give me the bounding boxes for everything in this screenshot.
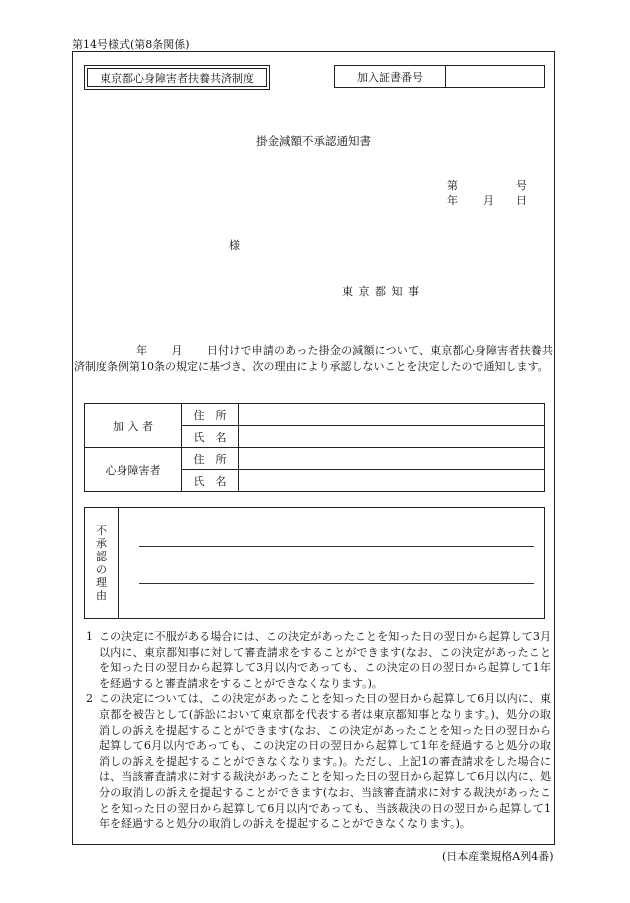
reason-label-char: 承 (96, 537, 107, 550)
number-dai: 第 (447, 179, 458, 192)
note-item (80, 629, 551, 691)
body-month: 月 (171, 344, 183, 357)
system-name-box (84, 65, 270, 90)
note-number: 1 (86, 630, 93, 643)
disabled-name-field[interactable] (239, 470, 545, 492)
addressee-suffix: 様 (229, 239, 240, 252)
system-name: 東京都心身障害者扶養共済制度 (87, 68, 267, 87)
subscriber-name-field[interactable] (239, 426, 545, 448)
issuer: 東 京 都 知 事 (342, 285, 420, 298)
body-paragraph (74, 343, 553, 375)
certificate-number-box (334, 65, 545, 88)
form-number-label: 第14号様式(第8条関係) (72, 38, 190, 51)
subscriber-name-label: 氏 名 (182, 426, 239, 448)
disabled-name-label: 氏 名 (182, 470, 239, 492)
reason-label-char: 不 (96, 524, 107, 537)
certificate-number-field[interactable] (446, 66, 544, 87)
number-go: 号 (516, 179, 527, 192)
date-month: 月 (483, 194, 494, 207)
subscriber-label: 加 入 者 (85, 404, 182, 448)
date-day: 日 (516, 194, 527, 207)
notes (80, 629, 551, 832)
disabled-person-label: 心身障害者 (85, 448, 182, 492)
date-year: 年 (447, 194, 458, 207)
subscriber-address-field[interactable] (239, 404, 545, 426)
body-year: 年 (136, 344, 148, 357)
reason-label-char: の (96, 563, 107, 576)
note-text: この決定については、この決定があったことを知った日の翌日から起算して6月以内に、東京都を被告として(訴訟において東京都を代表する者は東京都知事となります。)、処分の取消しの訴えを提起することができます(なお、この決定があったことを知った日の翌日から起算して6月以内であっても、この決定の日の翌日から起算して1年を経過すると処分の取消しの訴えを提起することができなくなります。)。ただし、上記1の審査請求をした場合には、当該審査請求に対する裁決があったことを知った日の翌日から起算して6月以内に、処分の取消しの訴えを提起することができます(なお、当該審査請求に対する裁決があったことを知った日の翌日から起算して6月以内であっても、当該裁決の日の翌日から起算して1年を経過すると処分の取消しの訴えを提起することができなくなります。)。 (99, 692, 551, 831)
registrant-table (84, 403, 545, 492)
note-text: この決定に不服がある場合には、この決定があったことを知った日の翌日から起算して3月以内に、東京都知事に対して審査請求をすることができます(なお、この決定があったことを知った日の翌日から起算して3月以内であっても、この決定の日の翌日から起算して1年を経過すると審査請求をすることができなくなります。)。 (99, 630, 551, 690)
note-item (80, 691, 551, 831)
disabled-address-label: 住 所 (182, 448, 239, 470)
reason-label (85, 508, 119, 618)
reason-line[interactable] (139, 546, 534, 547)
disabled-address-field[interactable] (239, 448, 545, 470)
body-text: 日付けで申請のあった掛金の減額について、東京都心身障害者扶養共済制度条例第10条の規定に基づき、次の理由により承認しないことを決定したので通知します。 (74, 344, 553, 373)
document-title: 掛金減額不承認通知書 (256, 134, 371, 148)
reason-line[interactable] (139, 583, 534, 584)
subscriber-address-label: 住 所 (182, 404, 239, 426)
note-number: 2 (86, 692, 93, 706)
reason-box (84, 507, 545, 619)
reason-label-char: 認 (96, 550, 107, 563)
paper-size-note: (日本産業規格A列4番) (442, 850, 554, 863)
reason-label-char: 理 (96, 576, 107, 589)
reason-label-char: 由 (96, 589, 107, 602)
certificate-number-label: 加入証書番号 (335, 66, 446, 87)
